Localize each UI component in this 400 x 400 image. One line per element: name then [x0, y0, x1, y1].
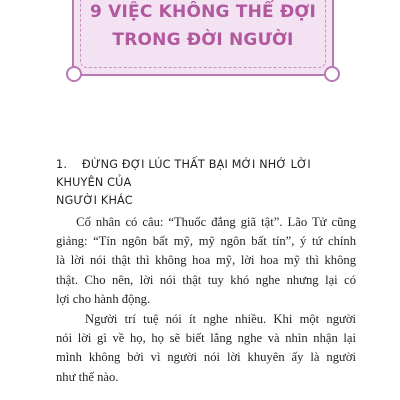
title-card-corner-notch-right: [324, 66, 340, 82]
section-heading: [56, 156, 356, 210]
chapter-title-line-1: 9 VIỆC KHÔNG THỂ ĐỢI: [90, 2, 316, 22]
paragraph-2-line: Người trí tuệ nói ít nghe nhiều. Khi một người: [56, 312, 356, 326]
paragraph-2-line: mình không bởi vì người nói lời khuyên ấy là người: [56, 350, 356, 365]
paragraph-2: [56, 310, 356, 387]
section-number: 1.: [56, 158, 68, 171]
paragraph-1-line: thật. Cho nên, lời nói thật tuy khó nghe nhưng lại có: [56, 272, 356, 287]
chapter-title-card: [72, 0, 334, 76]
paragraph-2-line: nói lời gì về họ, họ sẽ biết lắng nghe và nhìn nhận lại: [56, 331, 356, 346]
paragraph-1-line: là lời nói thật thì không hoa mỹ, lời hoa mỹ thì không: [56, 253, 356, 268]
chapter-title-line-2: TRONG ĐỜI NGƯỜI: [112, 30, 294, 50]
section-heading-line-2: NGƯỜI KHÁC: [56, 194, 133, 207]
title-card-corner-notch-left: [66, 66, 82, 82]
paragraph-1: [56, 213, 356, 309]
paragraph-1-line: giảng: “Tín ngôn bất mỹ, mỹ ngôn bất tín”, ý tứ chính: [56, 234, 356, 249]
paragraph-1-line: Cổ nhân có câu: “Thuốc đắng giã tật”. Lão Tử cũng: [56, 215, 356, 229]
section-heading-line-1: ĐỪNG ĐỢI LÚC THẤT BẠI MỚI NHỚ LỜI KHUYÊN CỦA: [56, 158, 311, 189]
paragraph-1-line: lợi cho hành động.: [56, 291, 151, 306]
paragraph-2-line: như thế nào.: [56, 369, 119, 384]
